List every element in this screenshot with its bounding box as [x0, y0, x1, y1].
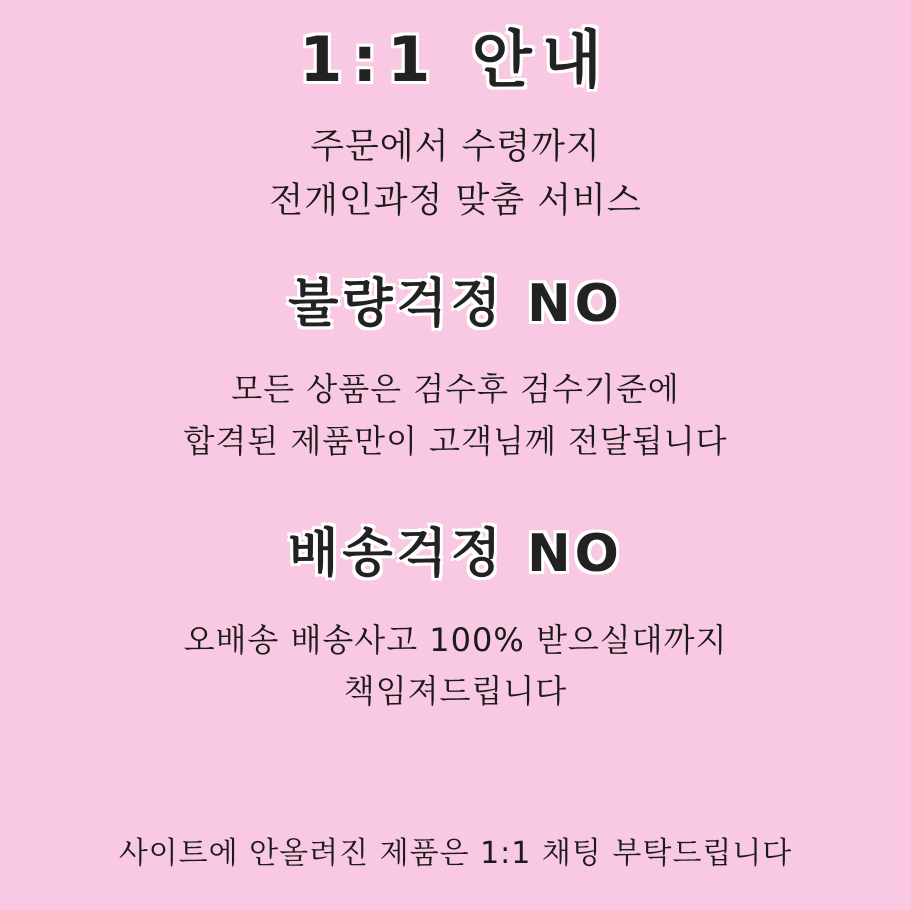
- quality-line-1: 모든 상품은 검수후 검수기준에: [231, 370, 680, 409]
- intro-line-1: 주문에서 수령까지: [310, 127, 601, 168]
- delivery-section-heading: 배송걱정 NO: [288, 523, 623, 584]
- intro-text-block: [269, 120, 641, 229]
- quality-text-block: [183, 364, 727, 466]
- delivery-line-2: 책임져드립니다: [343, 671, 568, 710]
- delivery-text-block: [184, 615, 728, 717]
- footer-note: 사이트에 안올려진 제품은 1:1 채팅 부탁드립니다: [118, 836, 793, 871]
- page-title: 1:1 안내: [299, 23, 612, 96]
- delivery-line-1: 오배송 배송사고 100% 받으실대까지: [183, 620, 728, 659]
- quality-line-2: 합격된 제품만이 고객님께 전달됩니다: [183, 421, 728, 460]
- intro-line-2: 전개인과정 맞춤 서비스: [269, 181, 642, 222]
- quality-section-heading: 불량걱정 NO: [288, 273, 623, 334]
